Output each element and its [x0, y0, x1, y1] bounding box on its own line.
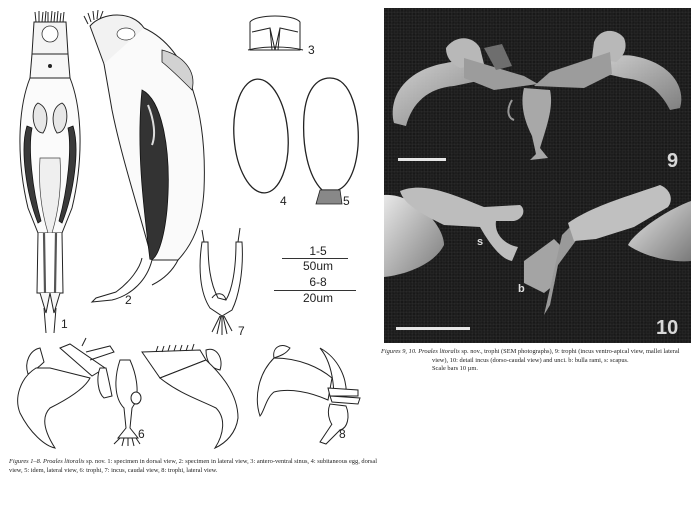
panel-9-number: 9 [667, 150, 679, 172]
scale-legend [278, 245, 358, 305]
scale-group2-length: 20um [302, 291, 334, 305]
caption-left-text: sp. nov. 1: specimen in dorsal view, 2: specimen in lateral view, 3: antero-ventral sinus, 4: subitaneous egg, dorsal view, 5: idem, lateral view, 6: trophi, 7: incus, caudal view, 8: trophi, lateral view. [9, 458, 378, 474]
caption-right-line2: Scale bars 10 µm. [432, 365, 478, 373]
figure-3-antero-ventral-sinus-drawing [248, 12, 303, 54]
sem-trophi-10-image [384, 175, 691, 343]
caption-right-line1: sp. nov., trophi (SEM photographs), 9: trophi (incus ventro-apical view, mallei lateral view), 10: detail incus (dorso-caudal view) and unci. b: bulla rami, s: scapus. [432, 348, 680, 364]
figure-5-label: 5 [343, 194, 350, 208]
figure-6-label: 6 [138, 427, 145, 441]
sem-photographs-panel [384, 8, 691, 343]
figure-2-label: 2 [125, 293, 132, 307]
caption-figures-9-10 [381, 348, 697, 374]
figure-8-label: 8 [339, 427, 346, 441]
sem-panel-9 [384, 8, 691, 175]
caption-figures-1-8 [9, 458, 381, 475]
figure-8-trophi-lateral-drawing [250, 338, 368, 450]
caption-right-label: Figures 9, 10. [381, 348, 417, 355]
scale-group1-range: 1-5 [309, 244, 327, 258]
caption-left-species: Proales litoralis [43, 458, 85, 465]
annotation-bulla-rami: b [518, 283, 525, 295]
figure-7-label: 7 [238, 324, 245, 338]
scale-bar-panel-10 [396, 327, 470, 330]
caption-right-main [381, 348, 697, 365]
annotation-scapus: s [477, 236, 484, 248]
scale-group2-range: 6-8 [309, 275, 327, 289]
figure-5-egg-lateral-drawing [300, 76, 362, 211]
figure-7-incus-caudal-drawing [192, 228, 252, 336]
figure-1-label: 1 [61, 317, 68, 331]
figure-4-egg-dorsal-drawing [232, 76, 290, 196]
scale-group1-length: 50um [302, 259, 334, 273]
figure-4-label: 4 [280, 194, 287, 208]
caption-left-label: Figures 1–8. [9, 458, 42, 465]
figure-1-dorsal-view-drawing [10, 8, 85, 334]
scale-bar-panel-9 [398, 158, 446, 161]
figure-3-label: 3 [308, 43, 315, 57]
figure-6-trophi-drawing [10, 338, 250, 450]
panel-10-number: 10 [656, 317, 679, 339]
sem-panel-10 [384, 175, 691, 343]
sem-trophi-9-image [384, 8, 691, 175]
caption-right-species: Proales litoralis [418, 348, 460, 355]
